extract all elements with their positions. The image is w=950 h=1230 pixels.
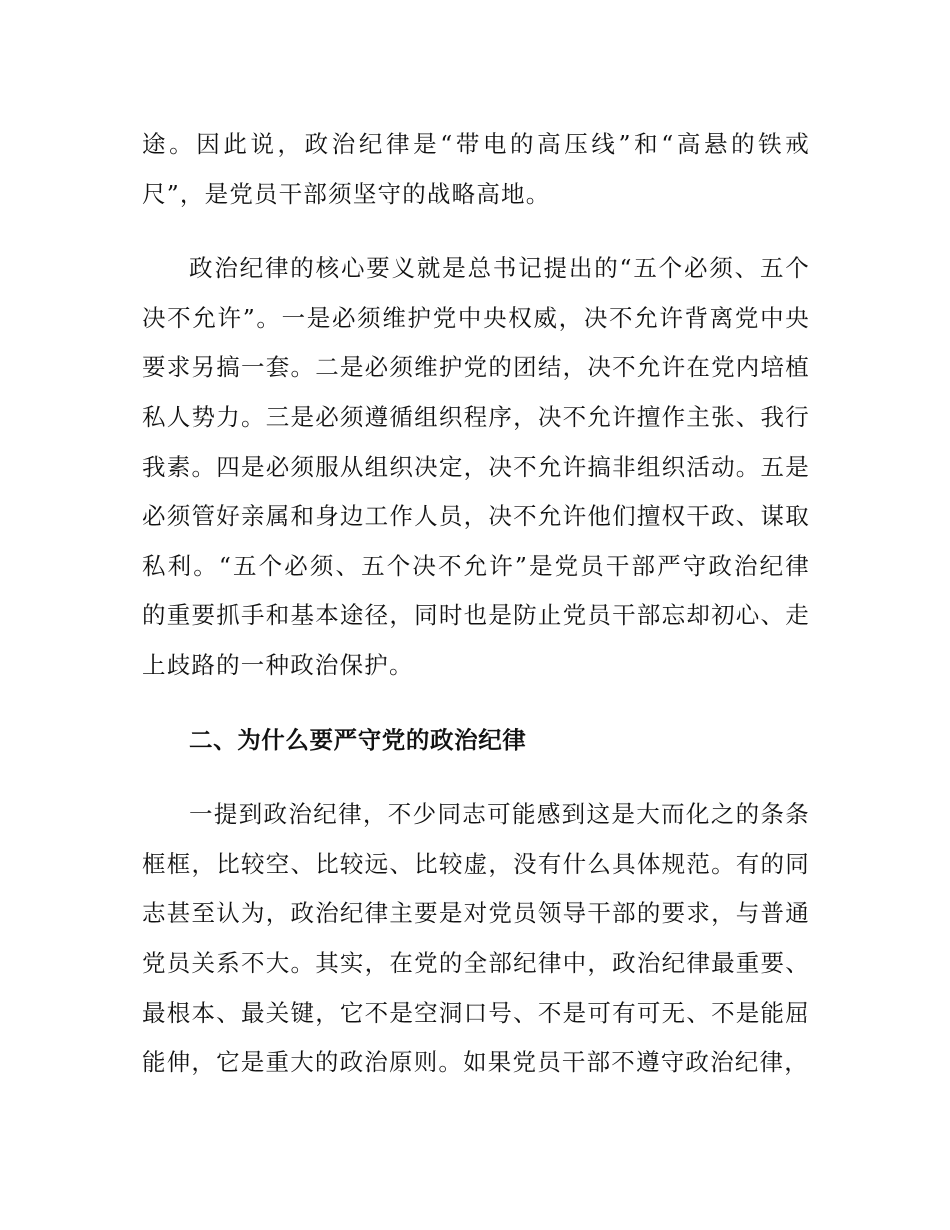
paragraph-continuation: 途。因此说，政治纪律是“带电的高压线”和“高悬的铁戒尺”，是党员干部须坚守的战略高地。 [142, 130, 810, 208]
paragraph-why-discipline: 一提到政治纪律，不少同志可能感到这是大而化之的条条框框，比较空、比较远、比较虚，没有什么具体规范。有的同志甚至认为，政治纪律主要是对党员领导干部的要求，与普通党员关系不大。其实，在党的全部纪律中，政治纪律最重要、最根本、最关键，它不是空洞口号、不是可有可无、不是能屈能伸，它是重大的政治原则。如果党员干部不遵守政治纪律， [142, 800, 810, 1077]
paragraph-core-meaning: 政治纪律的核心要义就是总书记提出的“五个必须、五个决不允许”。一是必须维护党中央权威，决不允许背离党中央要求另搞一套。二是必须维护党的团结，决不允许在党内培植私人势力。三是必须遵循组织程序，决不允许擅作主张、我行我素。四是必须服从组织决定，决不允许搞非组织活动。五是必须管好亲属和身边工作人员，决不允许他们擅权干政、谋取私利。“五个必须、五个决不允许”是党员干部严守政治纪律的重要抓手和基本途径，同时也是防止党员干部忘却初心、走上歧路的一种政治保护。 [142, 254, 810, 679]
document-body [142, 120, 810, 1088]
section-heading: 二、为什么要严守党的政治纪律 [189, 725, 527, 754]
